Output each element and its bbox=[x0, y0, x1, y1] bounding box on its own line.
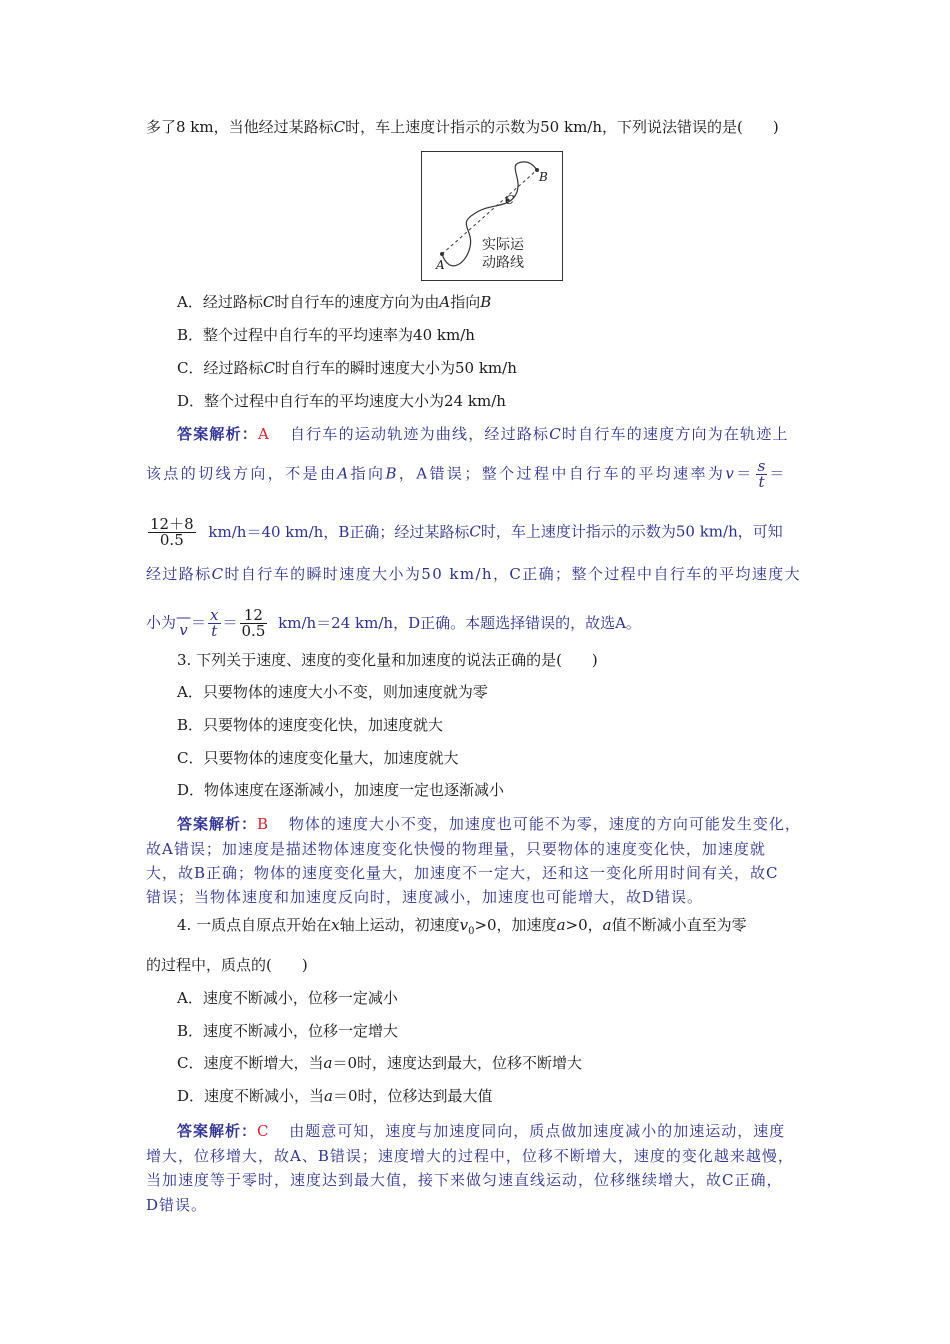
q2-stem-var: C bbox=[333, 118, 346, 136]
q2-frac-s-t bbox=[756, 459, 768, 490]
q2-exp2-b: 指向 bbox=[350, 464, 386, 483]
q2-frac-t: t bbox=[758, 473, 765, 491]
q4-option-c-pre: C．速度不断增大，当 bbox=[177, 1054, 324, 1072]
q3-answer-label: 答案解析： bbox=[177, 815, 258, 833]
q3-exp-line4: 错误；当物体速度和加速度反向时，速度减小，加速度也可能增大，故D错误。 bbox=[146, 888, 704, 906]
q2-exp1-var: C bbox=[549, 425, 562, 443]
q2-exp3-var: C bbox=[469, 522, 481, 541]
q3-option-d: D．物体速度在逐渐减小，加速度一定也逐渐减小 bbox=[177, 781, 505, 799]
q4-option-c bbox=[177, 1053, 582, 1073]
q4-stem-v: v bbox=[459, 916, 469, 934]
q2-exp5-b: km/h＝24 km/h，D正确。本题选择错误的，故选A。 bbox=[278, 613, 641, 632]
q2-stem-text-a: 多了8 km，当他经过某路标 bbox=[146, 118, 334, 136]
q4-option-d-var: a bbox=[324, 1087, 333, 1105]
q2-exp2-var-a: A bbox=[337, 464, 351, 483]
q2-option-d: D．整个过程中自行车的平均速度大小为24 km/h bbox=[177, 392, 506, 410]
q4-option-d-post: ＝0时，位移达到最大值 bbox=[332, 1087, 493, 1105]
q2-option-a-var-c: C bbox=[262, 293, 275, 311]
q2-frac-x-t bbox=[208, 608, 220, 639]
q2-stem-text-b: 时，车上速度计指示的示数为50 km/h，下列说法错误的是( ) bbox=[345, 118, 779, 136]
q2-exp2-eq2: ＝ bbox=[769, 464, 787, 483]
q3-option-b: B．只要物体的速度变化快，加速度就大 bbox=[177, 716, 444, 734]
q3-answer-letter: B bbox=[257, 815, 270, 833]
q4-option-d bbox=[177, 1086, 493, 1106]
q4-answer-line1 bbox=[177, 1121, 785, 1141]
q2-exp2-var-b: B bbox=[385, 464, 399, 483]
q2-exp3-b: 时，车上速度计指示的示数为50 km/h，可知 bbox=[480, 522, 783, 541]
q2-exp3-a: km/h＝40 km/h，B正确；经过某路标 bbox=[208, 522, 470, 541]
q2-stem bbox=[146, 117, 779, 137]
figure-caption-line1: 实际运 bbox=[482, 237, 524, 253]
q4-stem-x: x bbox=[331, 916, 340, 934]
q2-exp2-c: ，A错误；整个过程中自行车的平均速率为 bbox=[398, 464, 726, 483]
q2-vbar-v: v bbox=[179, 620, 188, 639]
q4-option-c-post: ＝0时，速度达到最大，位移不断增大 bbox=[332, 1054, 582, 1072]
q2-frac-t2: t bbox=[211, 622, 218, 640]
q4-option-d-pre: D．速度不断减小，当 bbox=[177, 1087, 325, 1105]
q2-answer-line3 bbox=[146, 517, 783, 548]
q2-exp2-a: 该点的切线方向，不是由 bbox=[146, 464, 338, 483]
q3-answer-line1 bbox=[177, 814, 801, 834]
q4-answer-letter: C bbox=[257, 1122, 270, 1140]
q2-option-a-pre: A．经过路标 bbox=[177, 293, 263, 311]
q3-stem: 3. 下列关于速度、速度的变化量和加速度的说法正确的是( ) bbox=[177, 651, 598, 669]
q2-frac-sum-num: 12＋8 bbox=[150, 515, 194, 533]
q4-stem-line2: 的过程中，质点的( ) bbox=[146, 956, 308, 974]
q3-option-c: C．只要物体的速度变化量大，加速度就大 bbox=[177, 749, 459, 767]
q2-exp5-eq: ＝ bbox=[191, 613, 207, 632]
q4-stem-a2: a bbox=[602, 916, 612, 934]
q4-stem-a1: a bbox=[556, 916, 566, 934]
q2-answer-label: 答案解析： bbox=[177, 425, 259, 443]
q3-option-a: A．只要物体的速度大小不变，则加速度就为零 bbox=[177, 683, 488, 701]
q4-stem-d: >0， bbox=[565, 916, 603, 934]
q2-option-a-var-b: B bbox=[480, 293, 492, 311]
q4-stem-a: 4. 一质点自原点开始在 bbox=[177, 916, 332, 934]
q2-option-a-mid2: 指向 bbox=[450, 293, 481, 311]
figure-label-b: B bbox=[539, 170, 548, 184]
q2-exp2-eq: ＝ bbox=[736, 464, 754, 483]
q2-frac-12-den: 0.5 bbox=[241, 622, 266, 640]
q2-frac-sum bbox=[148, 517, 196, 548]
q2-option-a bbox=[177, 292, 491, 312]
q2-frac-sum-den: 0.5 bbox=[159, 531, 184, 549]
q2-answer-line2 bbox=[146, 459, 787, 490]
q4-exp-line2: 增大，位移增大，故A、B错误；速度增大的过程中，位移不断增大，速度的变化越来越慢， bbox=[146, 1147, 794, 1165]
q2-option-a-mid: 时自行车的速度方向为由 bbox=[274, 293, 440, 311]
q2-option-b: B．整个过程中自行车的平均速率为40 km/h bbox=[177, 326, 475, 344]
q2-frac-12 bbox=[240, 608, 268, 639]
figure-label-c: C bbox=[505, 193, 515, 207]
q3-exp-line1: 物体的速度大小不变，加速度也可能不为零，速度的方向可能发生变化， bbox=[288, 815, 801, 833]
q4-answer-label: 答案解析： bbox=[177, 1122, 258, 1140]
figure-caption-line2: 动路线 bbox=[482, 255, 524, 271]
q2-frac-12-num: 12 bbox=[240, 608, 268, 624]
q2-option-a-var-a: A bbox=[439, 293, 451, 311]
q2-option-c-post: 时自行车的瞬时速度大小为50 km/h bbox=[274, 359, 517, 377]
q2-answer-line4 bbox=[146, 564, 801, 584]
q4-stem-v-sub: 0 bbox=[468, 926, 475, 937]
figure-label-a: A bbox=[436, 258, 445, 272]
q2-exp2-v: v bbox=[725, 464, 737, 483]
q4-option-a: A．速度不断减小，位移一定减小 bbox=[177, 989, 398, 1007]
q4-stem-b: 轴上运动，初速度 bbox=[339, 916, 460, 934]
q2-frac-x: x bbox=[210, 606, 219, 624]
q2-exp5-a: 小为 bbox=[146, 613, 177, 632]
q4-option-c-var: a bbox=[323, 1054, 333, 1072]
q4-exp-line1: 由题意可知，速度与加速度同向，质点做加速度减小的加速运动，速度 bbox=[289, 1122, 786, 1140]
q2-frac-s: s bbox=[757, 457, 766, 475]
q4-exp-line4: D错误。 bbox=[146, 1196, 208, 1214]
q2-option-c bbox=[177, 358, 517, 378]
q2-answer-line5 bbox=[146, 608, 641, 639]
q2-exp4-var: C bbox=[211, 565, 225, 583]
q2-exp1-b: 时自行车的速度方向为在轨迹上 bbox=[561, 425, 789, 443]
q2-answer-line1 bbox=[177, 424, 789, 444]
q3-exp-line3: 大，故B正确；物体的速度变化量大，加速度不一定大，还和这一变化所用时间有关，故C bbox=[146, 864, 779, 882]
q4-stem-c: >0，加速度 bbox=[474, 916, 557, 934]
q4-stem-line1 bbox=[177, 915, 747, 942]
q2-option-c-pre: C．经过路标 bbox=[177, 359, 264, 377]
q4-stem-e: 值不断减小直至为零 bbox=[611, 916, 747, 934]
q2-answer-letter: A bbox=[258, 425, 271, 443]
q4-option-b: B．速度不断减小，位移一定增大 bbox=[177, 1022, 399, 1040]
q3-exp-line2: 故A错误；加速度是描述物体速度变化快慢的物理量，只要物体的速度变化快，加速度就 bbox=[146, 840, 766, 858]
q2-vbar-bar: — bbox=[176, 607, 192, 626]
q4-exp-line3: 当加速度等于零时，速度达到最大值，接下来做匀速直线运动，位移继续增大，故C正确， bbox=[146, 1171, 783, 1189]
q2-exp4-a: 经过路标 bbox=[146, 565, 212, 583]
q2-exp4-b: 时自行车的瞬时速度大小为50 km/h，C正确；整个过程中自行车的平均速度大 bbox=[224, 565, 802, 583]
motion-path-figure bbox=[421, 151, 563, 281]
q2-exp5-eq2: ＝ bbox=[222, 613, 238, 632]
q2-option-c-var: C bbox=[263, 359, 275, 377]
q2-exp1: 自行车的运动轨迹为曲线，经过路标 bbox=[290, 425, 550, 443]
q2-vbar bbox=[176, 607, 192, 639]
